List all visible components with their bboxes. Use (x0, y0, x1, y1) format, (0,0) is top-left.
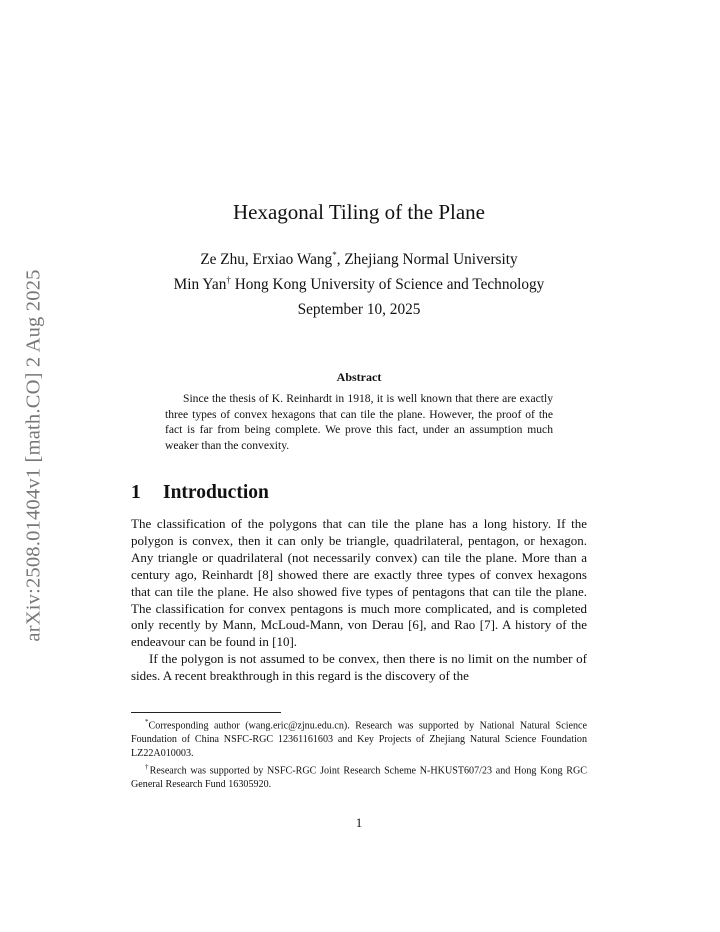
footnote-1-mark: * (145, 718, 149, 726)
footnote-1-text: Corresponding author (wang.eric@zjnu.edu.cn). Research was supported by National Natural Science Foundation of China NSFC-RGC 12361161603 and Key Projects of Zhejiang Natural Science Foundation LZ22A010003. (131, 720, 587, 760)
paragraph-2: If the polygon is not assumed to be convex, then there is no limit on the number of sides. A recent breakthrough in this regard is the discovery of the (131, 651, 587, 684)
authors-names-2: Min Yan (173, 276, 227, 294)
footnote-2-mark: † (145, 763, 150, 772)
arxiv-identifier: arXiv:2508.01404v1 [math.CO] 2 Aug 2025 (22, 268, 45, 642)
section-heading (131, 482, 587, 504)
abstract-heading: Abstract (336, 370, 382, 384)
paragraph-1: The classification of the polygons that can tile the plane has a long history. If the polygon is convex, then it can only be triangle, quadrilateral, pentagon, or hexagon. Any triangle or quadrilateral (not necessarily convex) can tile the plane. More than a century ago, Reinhardt [8] showed there are exactly three types of convex hexagons that can tile the plane. He also showed five types of pentagons that can tile the plane. The classification for convex pentagons is much more complicated, and is completed only recently by Mann, McLoud-Mann, von Derau [6], and Rao [7]. A history of the endeavour can be found in [10]. (131, 516, 587, 650)
authors-names-1: Ze Zhu, Erxiao Wang (200, 251, 333, 269)
arxiv-sidebar-stamp (16, 250, 52, 660)
paper-date: September 10, 2025 (297, 301, 421, 318)
abstract-text: Since the thesis of K. Reinhardt in 1918, it is well known that there are exactly three types of convex hexagons that can tile the plane. However, the proof of the fact is far from being complete. We prove this fact, under an assumption much weaker than the convexity. (165, 392, 553, 453)
footnote-2-text: Research was supported by NSFC-RGC Joint Research Scheme N-HKUST607/23 and Hong Kong RGC General Research Fund 16305920. (131, 765, 587, 791)
footnote-mark-star: * (332, 250, 337, 260)
footnote-mark-dagger: † (226, 275, 231, 286)
author-line-1 (131, 245, 587, 270)
author-block (131, 245, 587, 295)
footnote-2 (131, 761, 587, 792)
footnote-rule (131, 712, 281, 713)
authors-affiliation-2: Hong Kong University of Science and Technology (230, 276, 545, 294)
footnote-1 (131, 716, 587, 761)
paper-title: Hexagonal Tiling of the Plane (233, 200, 485, 224)
body-text (131, 516, 587, 685)
author-line-2 (131, 270, 587, 295)
footnotes (131, 716, 587, 792)
section-number: 1 (131, 482, 141, 503)
page-number: 1 (355, 815, 363, 830)
section-title: Introduction (163, 482, 269, 503)
authors-affiliation-1: , Zhejiang Normal University (336, 251, 518, 269)
